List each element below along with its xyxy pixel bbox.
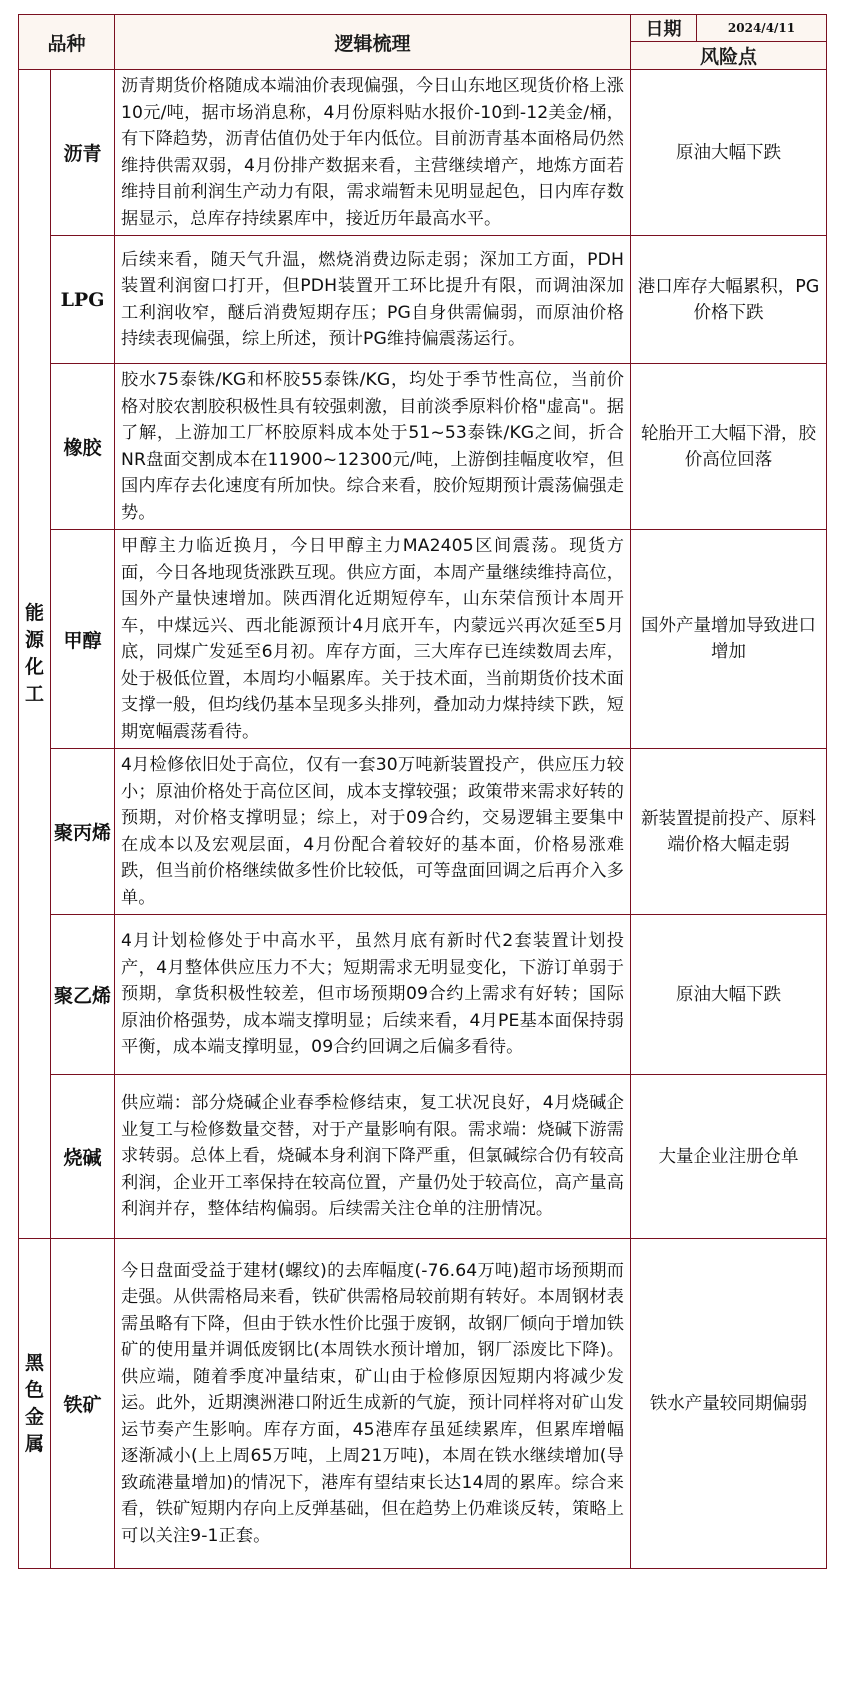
sector-label-ferrous: 黑色金属: [19, 1239, 51, 1569]
variety-rubber: 橡胶: [51, 364, 115, 530]
logic-lpg: 后续来看，随天气升温，燃烧消费边际走弱；深加工方面，PDH装置利润窗口打开，但PDH装置开工环比提升有限，而调油深加工利润收窄，醚后消费短期存压；PG自身供需偏弱，而原油价格持续表现偏强，综上所述，预计PG维持偏震荡运行。: [115, 236, 631, 364]
logic-polyethylene: 4月计划检修处于中高水平，虽然月底有新时代2套装置计划投产，4月整体供应压力不大；短期需求无明显变化，下游订单弱于预期，拿货积极性较差，但市场预期09合约上需求有好转；国际原油价格强势，成本端支撑明显；后续来看，4月PE基本面保持弱平衡，成本端支撑明显，09合约回调之后偏多看待。: [115, 915, 631, 1075]
strategy-table: [18, 14, 827, 1569]
risk-polyethylene: 原油大幅下跌: [631, 915, 827, 1075]
date-header: 日期: [631, 15, 697, 42]
logic-iron-ore: 今日盘面受益于建材(螺纹)的去库幅度(-76.64万吨)超市场预期而走强。从供需格局来看，铁矿供需格局较前期有转好。本周钢材表需虽略有下降，但由于铁水性价比强于废钢，故钢厂倾向于增加铁矿的使用量并调低废钢比(本周铁水预计增加，钢厂添废比下降)。供应端，随着季度冲量结束，矿山由于检修原因短期内将减少发运。此外，近期澳洲港口附近生成新的气旋，预计同样将对矿山发运节奏产生影响。库存方面，45港库存虽延续累库，但累库增幅逐渐减小(上上周65万吨，上周21万吨)，本周在铁水继续增加(导致疏港量增加)的情况下，港库有望结束长达14周的累库。综合来看，铁矿短期内存向上反弹基础，但在趋势上仍难谈反转，策略上可以关注9-1正套。: [115, 1239, 631, 1569]
table-row: [19, 1075, 827, 1239]
table-row: [19, 70, 827, 236]
table-row: [19, 236, 827, 364]
variety-iron-ore: 铁矿: [51, 1239, 115, 1569]
logic-polypropylene: 4月检修依旧处于高位，仅有一套30万吨新装置投产，供应压力较小；原油价格处于高位区间，成本支撑较强；政策带来需求好转的预期，对价格支撑明显；综上，对于09合约，交易逻辑主要集中在成本以及宏观层面，4月份配合着较好的基本面，价格易涨难跌，但当前价格继续做多性价比较低，可等盘面回调之后再介入多单。: [115, 749, 631, 915]
logic-asphalt: 沥青期货价格随成本端油价表现偏强，今日山东地区现货价格上涨10元/吨，据市场消息称，4月份原料贴水报价-10到-12美金/桶，有下降趋势，沥青估值仍处于年内低位。目前沥青基本面格局仍然维持供需双弱，4月份排产数据来看，主营继续增产，地炼方面若维持目前利润生产动力有限，需求端暂未见明显起色，日内库存数据显示，总库存持续累库中，接近历年最高水平。: [115, 70, 631, 236]
variety-methanol: 甲醇: [51, 530, 115, 749]
variety-polyethylene: 聚乙烯: [51, 915, 115, 1075]
risk-lpg: 港口库存大幅累积，PG价格下跌: [631, 236, 827, 364]
risk-rubber: 轮胎开工大幅下滑，胶价高位回落: [631, 364, 827, 530]
variety-lpg: LPG: [51, 236, 115, 364]
variety-caustic-soda: 烧碱: [51, 1075, 115, 1239]
variety-header: 品种: [19, 15, 115, 70]
risk-methanol: 国外产量增加导致进口增加: [631, 530, 827, 749]
date-value: 2024/4/11: [697, 15, 827, 42]
table-row: [19, 749, 827, 915]
risk-iron-ore: 铁水产量较同期偏弱: [631, 1239, 827, 1569]
logic-header: 逻辑梳理: [115, 15, 631, 70]
risk-asphalt: 原油大幅下跌: [631, 70, 827, 236]
variety-asphalt: 沥青: [51, 70, 115, 236]
risk-header: 风险点: [631, 42, 827, 70]
risk-polypropylene: 新装置提前投产、原料端价格大幅走弱: [631, 749, 827, 915]
strategy-table-container: [18, 14, 826, 1569]
sector-label-energy: 能源化工: [19, 70, 51, 1239]
logic-methanol: 甲醇主力临近换月，今日甲醇主力MA2405区间震荡。现货方面，今日各地现货涨跌互现。供应方面，本周产量继续维持高位，国外产量快速增加。陕西渭化近期短停车，山东荣信预计本周开车，中煤远兴、西北能源预计4月底开车，内蒙远兴再次延至5月底，同煤广发延至6月初。库存方面，三大库存已连续数周去库，处于极低位置，本周均小幅累库。关于技术面，当前期货价技术面支撑一般，但均线仍基本呈现多头排列，叠加动力煤持续下跌，短期宽幅震荡看待。: [115, 530, 631, 749]
table-row: [19, 530, 827, 749]
logic-rubber: 胶水75泰铢/KG和杯胶55泰铢/KG，均处于季节性高位，当前价格对胶农割胶积极性具有较强刺激，目前淡季原料价格"虚高"。据了解，上游加工厂杯胶原料成本处于51~53泰铢/KG之间，折合NR盘面交割成本在11900~12300元/吨，上游倒挂幅度收窄，但国内库存去化速度有所加快。综合来看，胶价短期预计震荡偏强走势。: [115, 364, 631, 530]
table-row: [19, 1239, 827, 1569]
variety-polypropylene: 聚丙烯: [51, 749, 115, 915]
table-row: [19, 915, 827, 1075]
table-row: [19, 364, 827, 530]
logic-caustic-soda: 供应端：部分烧碱企业春季检修结束，复工状况良好，4月烧碱企业复工与检修数量交替，对于产量影响有限。需求端：烧碱下游需求转弱。总体上看，烧碱本身利润下降严重，但氯碱综合仍有较高利润，企业开工率保持在较高位置，产量仍处于较高位，高产量高利润并存，整体结构偏弱。后续需关注仓单的注册情况。: [115, 1075, 631, 1239]
risk-caustic-soda: 大量企业注册仓单: [631, 1075, 827, 1239]
